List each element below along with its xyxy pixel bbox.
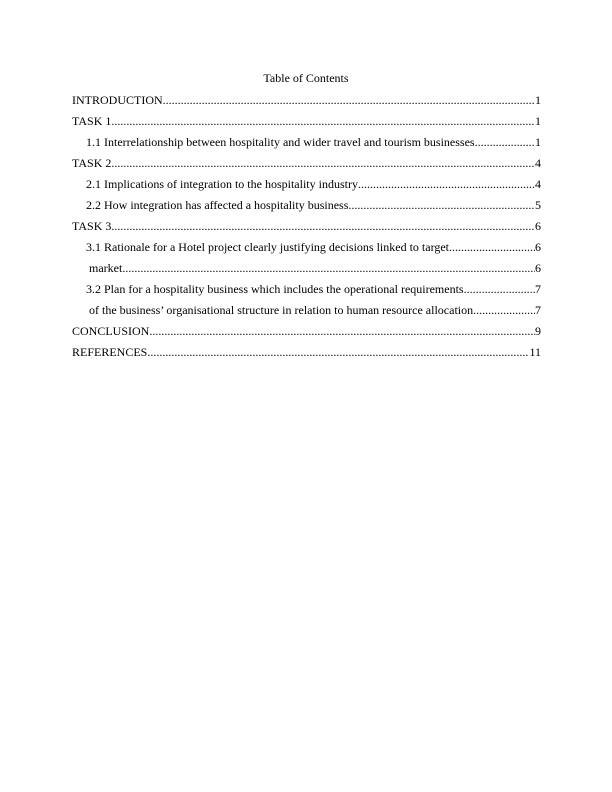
toc-page-number: 11 [529, 345, 541, 359]
toc-entry-3-2-continued[interactable] [72, 300, 541, 321]
toc-dot-leader [464, 279, 535, 300]
toc-list [72, 90, 541, 363]
toc-entry-3-1[interactable] [72, 237, 541, 258]
toc-entry-text[interactable]: INTRODUCTION [72, 93, 163, 107]
toc-entry-text[interactable]: TASK 1 [72, 114, 112, 128]
toc-page-number: 4 [535, 177, 541, 191]
toc-dot-leader [449, 237, 535, 258]
toc-entry-text[interactable]: CONCLUSION [72, 324, 150, 338]
toc-entry-text[interactable]: 1.1 Interrelationship between hospitality and wider travel and tourism businesses [86, 135, 475, 149]
toc-entry-text[interactable]: market [89, 261, 123, 275]
toc-entry-text[interactable]: REFERENCES [72, 345, 148, 359]
toc-page-number: 6 [535, 261, 541, 275]
toc-entry-task-1[interactable] [72, 111, 541, 132]
toc-entry-text[interactable]: TASK 3 [72, 219, 112, 233]
toc-page-number: 9 [535, 324, 541, 338]
toc-dot-leader [473, 300, 535, 321]
toc-page-number: 1 [535, 135, 541, 149]
toc-dot-leader [111, 216, 535, 237]
toc-entry-introduction[interactable] [72, 90, 541, 111]
toc-entry-text[interactable]: 2.1 Implications of integration to the hospitality industry [86, 177, 358, 191]
toc-entry-2-1[interactable] [72, 174, 541, 195]
toc-entry-task-3[interactable] [72, 216, 541, 237]
toc-page-number: 1 [535, 93, 541, 107]
toc-entry-task-2[interactable] [72, 153, 541, 174]
toc-dot-leader [111, 153, 535, 174]
toc-dot-leader [163, 90, 535, 111]
toc-dot-leader [122, 258, 535, 279]
toc-page-number: 5 [535, 198, 541, 212]
toc-title: Table of Contents [263, 71, 349, 85]
toc-entry-3-2[interactable] [72, 279, 541, 300]
toc-dot-leader [149, 321, 535, 342]
toc-page-number: 6 [535, 240, 541, 254]
toc-page-number: 4 [535, 156, 541, 170]
toc-dot-leader [475, 132, 535, 153]
toc-page-number: 7 [535, 303, 541, 317]
toc-dot-leader [348, 195, 535, 216]
toc-page-number: 1 [535, 114, 541, 128]
toc-dot-leader [147, 342, 529, 363]
toc-dot-leader [111, 111, 535, 132]
toc-entry-references[interactable] [72, 342, 541, 363]
toc-entry-text[interactable]: of the business’ organisational structure in relation to human resource allocation [89, 303, 474, 317]
toc-entry-2-2[interactable] [72, 195, 541, 216]
toc-entry-text[interactable]: 3.2 Plan for a hospitality business which includes the operational requirements [86, 282, 464, 296]
toc-entry-conclusion[interactable] [72, 321, 541, 342]
toc-entry-1-1[interactable] [72, 132, 541, 153]
toc-page-number: 6 [535, 219, 541, 233]
toc-entry-text[interactable]: 3.1 Rationale for a Hotel project clearly justifying decisions linked to target [86, 240, 450, 254]
toc-entry-3-1-continued[interactable] [72, 258, 541, 279]
toc-entry-text[interactable]: 2.2 How integration has affected a hospitality business [86, 198, 349, 212]
toc-entry-text[interactable]: TASK 2 [72, 156, 112, 170]
toc-page-number: 7 [535, 282, 541, 296]
toc-dot-leader [358, 174, 535, 195]
